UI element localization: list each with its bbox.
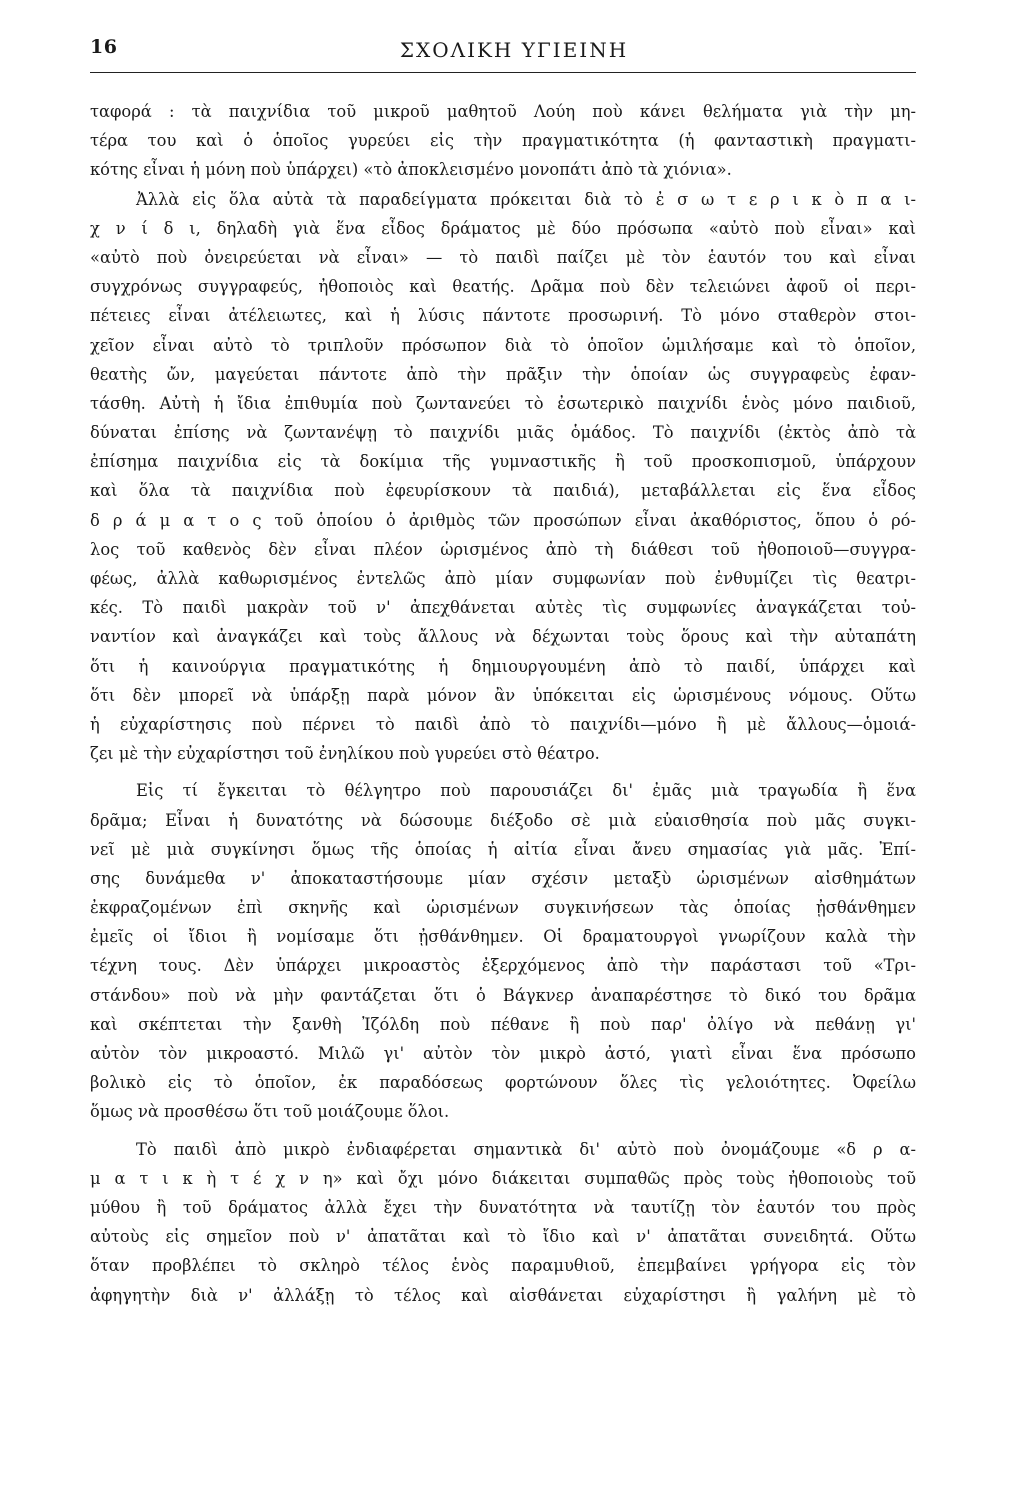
- text-line: ἐπίσημα παιχνίδια εἰς τὰ δοκίμια τῆς γυμναστικῆς ἢ τοῦ προσκοπισμοῦ, ὑπάρχουν: [90, 452, 916, 472]
- text-line: δ ρ ά μ α τ ο ς τοῦ ὁποίου ὁ ἀριθμὸς τῶν προσώπων εἶναι ἀκαθόριστος, ὅπου ὁ ρό-: [90, 510, 916, 530]
- text-line: αὐτοὺς εἰς σημεῖον ποὺ ν' ἀπατᾶται καὶ τὸ ἴδιο καὶ ν' ἀπατᾶται συνειδητά. Οὕτω: [90, 1227, 916, 1247]
- text-line: ζει μὲ τὴν εὐχαρίστησι τοῦ ἐνηλίκου ποὺ γυρεύει στὸ θέατρο.: [90, 744, 600, 764]
- body-text: [90, 97, 916, 1310]
- text-line: συγχρόνως συγγραφεύς, ἠθοποιὸς καὶ θεατής. Δρᾶμα ποὺ δὲν τελειώνει ἀφοῦ οἱ περι-: [90, 277, 916, 297]
- text-line: ἐκφραζομένων ἐπὶ σκηνῆς καὶ ὡρισμένων συγκινήσεων τὰς ὁποίας ᾐσθάνθημεν: [90, 898, 916, 918]
- text-line: ὅτι ἡ καινούργια πραγματικότης ἡ δημιουργουμένη ἀπὸ τὸ παιδί, ὑπάρχει καὶ: [90, 656, 916, 676]
- text-line: σης δυνάμεθα ν' ἀποκαταστήσουμε μίαν σχέσιν μεταξὺ ὡρισμένων αἰσθημάτων: [90, 868, 916, 888]
- text-line: Εἰς τί ἔγκειται τὸ θέλγητρο ποὺ παρουσιάζει δι' ἐμᾶς μιὰ τραγωδία ἢ ἕνα: [136, 781, 916, 801]
- text-line: Τὸ παιδὶ ἀπὸ μικρὸ ἐνδιαφέρεται σημαντικὰ δι' αὐτὸ ποὺ ὀνομάζουμε «δ ρ α-: [136, 1139, 916, 1159]
- text-line: φέως, ἀλλὰ καθωρισμένος ἐντελῶς ἀπὸ μίαν συμφωνίαν ποὺ ἐνθυμίζει τὶς θεατρι-: [90, 569, 916, 588]
- text-line: ὅτι δὲν μπορεῖ νὰ ὑπάρξῃ παρὰ μόνον ἂν ὑπόκειται εἰς ὡρισμένους νόμους. Οὕτω: [90, 685, 916, 705]
- text-line: βολικὸ εἰς τὸ ὁποῖον, ἐκ παραδόσεως φορτώνουν ὅλες τὶς γελοιότητες. Ὀφείλω: [90, 1073, 916, 1093]
- text-line: ἀφηγητὴν διὰ ν' ἀλλάξῃ τὸ τέλος καὶ αἰσθάνεται εὐχαρίστησι ἢ γαλήνη μὲ τὸ: [90, 1285, 916, 1305]
- text-line: μύθου ἢ τοῦ δράματος ἀλλὰ ἔχει τὴν δυνατότητα νὰ ταυτίζῃ τὸν ἑαυτόν του πρὸς: [90, 1197, 916, 1217]
- text-line: καὶ σκέπτεται τὴν ξανθὴ Ἰζόλδη ποὺ πέθανε ἢ ποὺ παρ' ὀλίγο νὰ πεθάνῃ γι': [90, 1014, 916, 1034]
- text-line: μ α τ ι κ ὴ τ έ χ ν η» καὶ ὄχι μόνο διάκειται συμπαθῶς πρὸς τοὺς ἠθοποιοὺς τοῦ: [90, 1168, 916, 1188]
- text-line: τέρα του καὶ ὁ ὁποῖος γυρεύει εἰς τὴν πραγματικότητα (ἡ φανταστικὴ πραγματι-: [90, 131, 916, 151]
- text-line: νεῖ μὲ μιὰ συγκίνησι ὅμως τῆς ὁποίας ἡ αἰτία εἶναι ἄνευ σημασίας γιὰ μᾶς. Ἐπί-: [90, 839, 916, 859]
- text-line: ναντίον καὶ ἀναγκάζει καὶ τοὺς ἄλλους νὰ δέχωνται τοὺς ὅρους καὶ τὴν αὐταπάτη: [90, 627, 916, 647]
- text-line: χεῖον εἶναι αὐτὸ τὸ τριπλοῦν πρόσωπον διὰ τὸ ὁποῖον ὡμιλήσαμε καὶ τὸ ὁποῖον,: [90, 335, 916, 355]
- text-line: στάνδου» ποὺ νὰ μὴν φαντάζεται ὅτι ὁ Βάγκνερ ἀναπαρέστησε τὸ δικό του δρᾶμα: [90, 985, 916, 1005]
- page-number: 16: [90, 36, 118, 58]
- text-line: ταφορά : τὰ παιχνίδια τοῦ μικροῦ μαθητοῦ Λούη ποὺ κάνει θελήματα γιὰ τὴν μη-: [90, 102, 916, 121]
- text-line: κότης εἶναι ἡ μόνη ποὺ ὑπάρχει) «τὸ ἀποκλεισμένο μονοπάτι ἀπὸ τὰ χιόνια».: [90, 160, 732, 180]
- text-line: χ ν ί δ ι, δηλαδὴ γιὰ ἕνα εἶδος δράματος μὲ δύο πρόσωπα «αὐτὸ ποὺ εἶναι» καὶ: [90, 218, 916, 238]
- text-line: πέτειες εἶναι ἀτέλειωτες, καὶ ἡ λύσις πάντοτε προσωρινή. Τὸ μόνο σταθερὸν στοι-: [90, 306, 916, 326]
- text-line: ὅταν προβλέπει τὸ σκληρὸ τέλος ἑνὸς παραμυθιοῦ, ἐπεμβαίνει γρήγορα εἰς τὸν: [90, 1256, 916, 1276]
- text-line: κές. Τὸ παιδὶ μακρὰν τοῦ ν' ἀπεχθάνεται αὐτὲς τὶς συμφωνίες ἀναγκάζεται τοὐ-: [90, 598, 916, 618]
- running-title: ΣΧΟΛΙΚΗ ΥΓΙΕΙΝΗ: [399, 38, 629, 62]
- text-line: δύναται ἐπίσης νὰ ζωντανέψῃ τὸ παιχνίδι μιᾶς ὁμάδος. Τὸ παιχνίδι (ἐκτὸς ἀπὸ τὰ: [90, 423, 916, 443]
- text-line: καὶ ὅλα τὰ παιχνίδια ποὺ ἐφευρίσκουν τὰ παιδιά), μεταβάλλεται εἰς ἕνα εἶδος: [90, 481, 916, 501]
- text-line: λος τοῦ καθενὸς δὲν εἶναι πλέον ὡρισμένος ἀπὸ τὴ διάθεσι τοῦ ἠθοποιοῦ—συγγρα-: [90, 539, 916, 559]
- text-line: ἡ εὐχαρίστησις ποὺ πέρνει τὸ παιδὶ ἀπὸ τὸ παιχνίδι—μόνο ἢ μὲ ἄλλους—ὁμοιά-: [90, 714, 916, 734]
- text-line: τάσθη. Αὐτὴ ἡ ἴδια ἐπιθυμία ποὺ ζωντανεύει τὸ ἐσωτερικὸ παιχνίδι ἑνὸς μόνο παιδιοῦ,: [90, 393, 916, 413]
- header-rule: [90, 72, 916, 73]
- text-line: ὅμως νὰ προσθέσω ὅτι τοῦ μοιάζουμε ὅλοι.: [90, 1102, 450, 1122]
- text-line: αὐτὸν τὸν μικροαστό. Μιλῶ γι' αὐτὸν τὸν μικρὸ ἀστό, γιατὶ εἶναι ἕνα πρόσωπο: [90, 1044, 916, 1063]
- text-line: τέχνη τους. Δὲν ὑπάρχει μικροαστὸς ἐξερχόμενος ἀπὸ τὴν παράστασι τοῦ «Τρι-: [90, 956, 916, 976]
- text-line: δρᾶμα; Εἶναι ἡ δυνατότης νὰ δώσουμε διέξοδο σὲ μιὰ εὐαισθησία ποὺ μᾶς συγκι-: [90, 810, 916, 830]
- text-line: θεατὴς ὤν, μαγεύεται πάντοτε ἀπὸ τὴν πρᾶξιν τὴν ὁποίαν ὡς συγγραφεὺς ἐφαν-: [90, 364, 916, 384]
- text-line: Ἀλλὰ εἰς ὅλα αὐτὰ τὰ παραδείγματα πρόκειται διὰ τὸ ἐ σ ω τ ε ρ ι κ ὸ π α ι-: [136, 189, 916, 209]
- text-line: ἐμεῖς οἱ ἴδιοι ἢ νομίσαμε ὅτι ᾐσθάνθημεν. Οἱ δραματουργοὶ γνωρίζουν καλὰ τὴν: [90, 927, 916, 947]
- text-line: «αὐτὸ ποὺ ὀνειρεύεται νὰ εἶναι» — τὸ παιδὶ παίζει μὲ τὸν ἑαυτόν του καὶ εἶναι: [90, 247, 916, 267]
